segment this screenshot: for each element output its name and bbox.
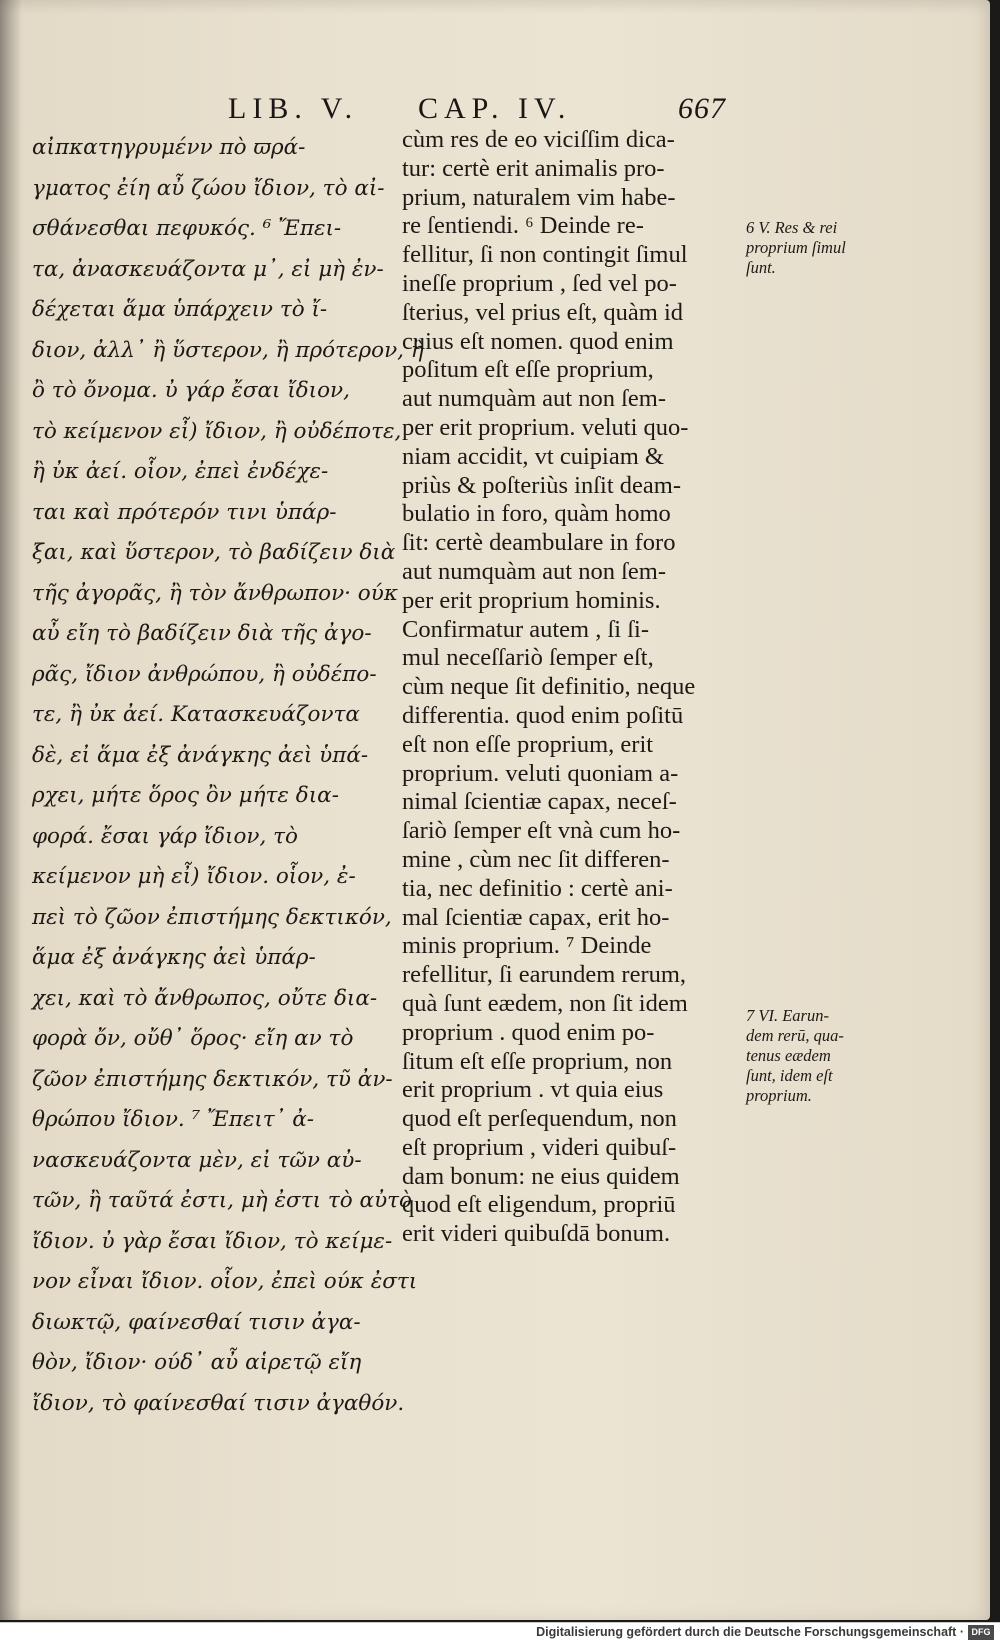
greek-text-line: χει, καὶ τὸ ἄνθρωπος, οὔτε δια- — [32, 985, 378, 1011]
latin-text-line: proprium . quod enim po- — [402, 1018, 655, 1046]
greek-text-line: ἴδιον, τὸ φαίνεσθαί τισιν ἀγαθόν. — [32, 1390, 405, 1416]
latin-text-line: tur: certè erit animalis pro- — [402, 154, 665, 182]
latin-text-line: fellitur, ſi non contingit ſimul — [402, 241, 688, 269]
greek-text-line: ἅμα ἐξ ἀνάγκης ἀεὶ ὑπάρ- — [32, 945, 316, 970]
greek-text-line: δέχεται ἅμα ὑπάρχειν τὸ ἴ- — [32, 297, 328, 322]
latin-text-line: ſit: certè deambulare in foro — [402, 529, 676, 557]
latin-text-line: differentia. quod enim poſitū — [402, 701, 684, 729]
latin-text-line: ſterius, vel prius eſt, quàm id — [402, 298, 684, 326]
latin-text-line: eſt non eſſe proprium, erit — [402, 730, 654, 758]
latin-text-line: mine , cùm nec ſit differen- — [402, 845, 670, 873]
latin-text-line: aut numquàm aut non ſem- — [402, 557, 666, 585]
latin-text-line: per erit proprium. veluti quo- — [402, 413, 689, 441]
greek-text-line: διωκτῷ, φαίνεσθαί τισιν ἀγα- — [32, 1309, 361, 1335]
latin-text-line: aut numquàm aut non ſem- — [402, 385, 666, 413]
greek-text-line: τὸ κείμενον εἶ) ἴδιον, ἢ οὐδέποτε, — [32, 418, 402, 444]
greek-text-line: γματος ἐίη αὖ ζώου ἴδιον, τὸ αἰ- — [32, 175, 385, 201]
marginal-note-line: ſunt. — [746, 258, 776, 277]
latin-text-line: eſt proprium , videri quibuſ- — [402, 1133, 677, 1161]
greek-text-line: κείμενον μὴ εἶ) ἴδιον. οἷον, ἐ- — [32, 864, 356, 889]
latin-text-column — [402, 126, 738, 1249]
greek-text-line: ρᾶς, ἴδιον ἀνθρώπου, ἢ οὐδέπο- — [32, 661, 377, 687]
greek-text-line: δὲ, εἰ ἅμα ἐξ ἀνάγκης ἀεὶ ὑπά- — [32, 742, 369, 768]
latin-text-line: nimal ſcientiæ capax, neceſ- — [402, 788, 677, 816]
greek-text-line: θρώπου ἴδιον. ⁷ Ἔπειτ᾽ ἀ- — [32, 1107, 315, 1132]
latin-text-line: quod eſt perſequendum, non — [402, 1105, 677, 1133]
digitization-footer — [0, 1622, 1000, 1643]
page-spine-shadow — [0, 0, 22, 1620]
marginal-note-line: proprium ſimul — [746, 238, 846, 257]
latin-text-line: per erit proprium hominis. — [402, 586, 661, 614]
latin-text-line: proprium. veluti quoniam a- — [402, 759, 679, 787]
latin-text-line: ſariò ſemper eſt vnà cum ho- — [402, 817, 681, 845]
marginal-note-line: ſunt, idem eſt — [746, 1066, 833, 1085]
greek-text-line: διον, ἀλλ᾽ ἢ ὕστερον, ἢ πρότερον, ἢ — [32, 337, 424, 363]
header-chapter-label: CAP. IV. — [418, 92, 572, 125]
greek-text-line: ξαι, καὶ ὕστερον, τὸ βαδίζειν διὰ — [32, 540, 396, 565]
greek-text-column — [32, 128, 424, 1424]
latin-text-line: erit proprium . vt quia eius — [402, 1076, 664, 1104]
latin-text-line: dam bonum: ne eius quidem — [402, 1162, 680, 1190]
greek-text-line: νον εἶναι ἴδιον. οἷον, ἐπεὶ ούκ ἐστι — [32, 1269, 418, 1294]
greek-text-line: ἴδιον. ὐ γὰρ ἔσαι ἴδιον, τὸ κείμε- — [32, 1228, 393, 1254]
latin-text-line: Confirmatur autem , ſi ſi- — [402, 615, 649, 643]
header-book-label: LIB. V. — [228, 92, 359, 125]
latin-text-line: tia, nec definitio : certè ani- — [402, 874, 673, 902]
latin-text-line: erit videri quibuſdā bonum. — [402, 1220, 671, 1248]
greek-text-line: ὂ τὸ ὄνομα. ὐ γάρ ἔσαι ἴδιον, — [32, 378, 350, 403]
latin-text-line: poſitum eſt eſſe proprium, — [402, 356, 654, 384]
latin-text-line: cuius eſt nomen. quod enim — [402, 327, 674, 355]
marginal-note-line: tenus eædem — [746, 1046, 831, 1065]
greek-text-line: ται καὶ πρότερόν τινι ὑπάρ- — [32, 499, 337, 525]
greek-text-line: φορὰ ὄν, οὔθ᾽ ὅρος· εἴη αν τὸ — [32, 1026, 354, 1051]
latin-text-line: cùm res de eo viciſſim dica- — [402, 126, 675, 153]
greek-text-line: πεὶ τὸ ζῶον ἐπιστήμης δεκτικόν, — [32, 904, 392, 930]
latin-text-line: niam accidit, vt cuipiam & — [402, 442, 664, 470]
greek-text-line: τῶν, ἢ ταῦτά ἐστι, μὴ ἐστι τὸ αὐτὸ — [32, 1188, 412, 1213]
latin-text-line: mal ſcientiæ capax, erit ho- — [402, 903, 670, 931]
greek-text-line: αὖ εἴη τὸ βαδίζειν διὰ τῆς ἀγο- — [32, 621, 372, 646]
marginal-note-1 — [746, 218, 896, 278]
latin-text-line: quod eſt eligendum, propriū — [402, 1191, 676, 1219]
greek-text-line: ζῶον ἐπιστήμης δεκτικόν, τῦ ἀν- — [32, 1066, 393, 1092]
marginal-note-2 — [746, 1006, 896, 1106]
greek-text-line: ρχει, μήτε ὅρος ὂν μήτε δια- — [32, 783, 339, 808]
greek-text-line: τῆς ἀγορᾶς, ἢ τὸν ἄνθρωπον· ούκ — [32, 580, 398, 606]
greek-text-line: ἢ ὐκ ἀεί. οἷον, ἐπεὶ ἐνδέχε- — [32, 459, 329, 484]
marginal-note-line: dem rerū, qua- — [746, 1026, 844, 1045]
greek-text-line: αἰπκατηγρυμένν πὸ ϖρά- — [32, 135, 306, 160]
greek-text-line: τα, ἀνασκευάζοντα μ᾽, εἰ μὴ ἐν- — [32, 256, 384, 282]
greek-text-line: τε, ἢ ὐκ ἀεί. Κατασκευάζοντα — [32, 702, 360, 727]
greek-text-line: φορά. ἔσαι γάρ ἴδιον, τὸ — [32, 823, 298, 849]
latin-text-line: quà ſunt eædem, non ſit idem — [402, 989, 688, 1017]
latin-text-line: refellitur, ſi earundem rerum, — [402, 961, 687, 989]
latin-text-line: bulatio in foro, quàm homo — [402, 500, 671, 528]
latin-text-line: ineſſe proprium , ſed vel po- — [402, 269, 677, 297]
marginal-note-line: 7 VI. Earun- — [746, 1006, 829, 1025]
greek-text-line: σθάνεσθαι πεφυκός. ⁶ Ἔπει- — [32, 216, 342, 241]
latin-text-line: prium, naturalem vim habe- — [402, 183, 676, 211]
dfg-logo: DFG — [968, 1625, 994, 1640]
funding-credit: Digitalisierung gefördert durch die Deutsche Forschungsgemeinschaft · — [536, 1625, 964, 1639]
latin-text-line: priùs & poſteriùs inſit deam- — [402, 471, 681, 499]
latin-text-line: minis proprium. ⁷ Deinde — [402, 932, 652, 960]
latin-text-line: cùm neque ſit definitio, neque — [402, 673, 696, 701]
latin-text-line: re ſentiendi. ⁶ Deinde re- — [402, 212, 644, 240]
greek-text-line: νασκευάζοντα μὲν, εἰ τῶν αὐ- — [32, 1147, 362, 1173]
latin-text-line: ſitum eſt eſſe proprium, non — [402, 1047, 673, 1075]
marginal-note-line: 6 V. Res & rei — [746, 218, 838, 237]
page-number: 667 — [678, 92, 726, 125]
greek-text-line: θὸν, ἴδιον· ούδ᾽ αὖ αἱρετῷ εἴη — [32, 1350, 362, 1375]
marginal-note-line: proprium. — [746, 1086, 812, 1105]
latin-text-line: mul neceſſariò ſemper eſt, — [402, 644, 654, 672]
